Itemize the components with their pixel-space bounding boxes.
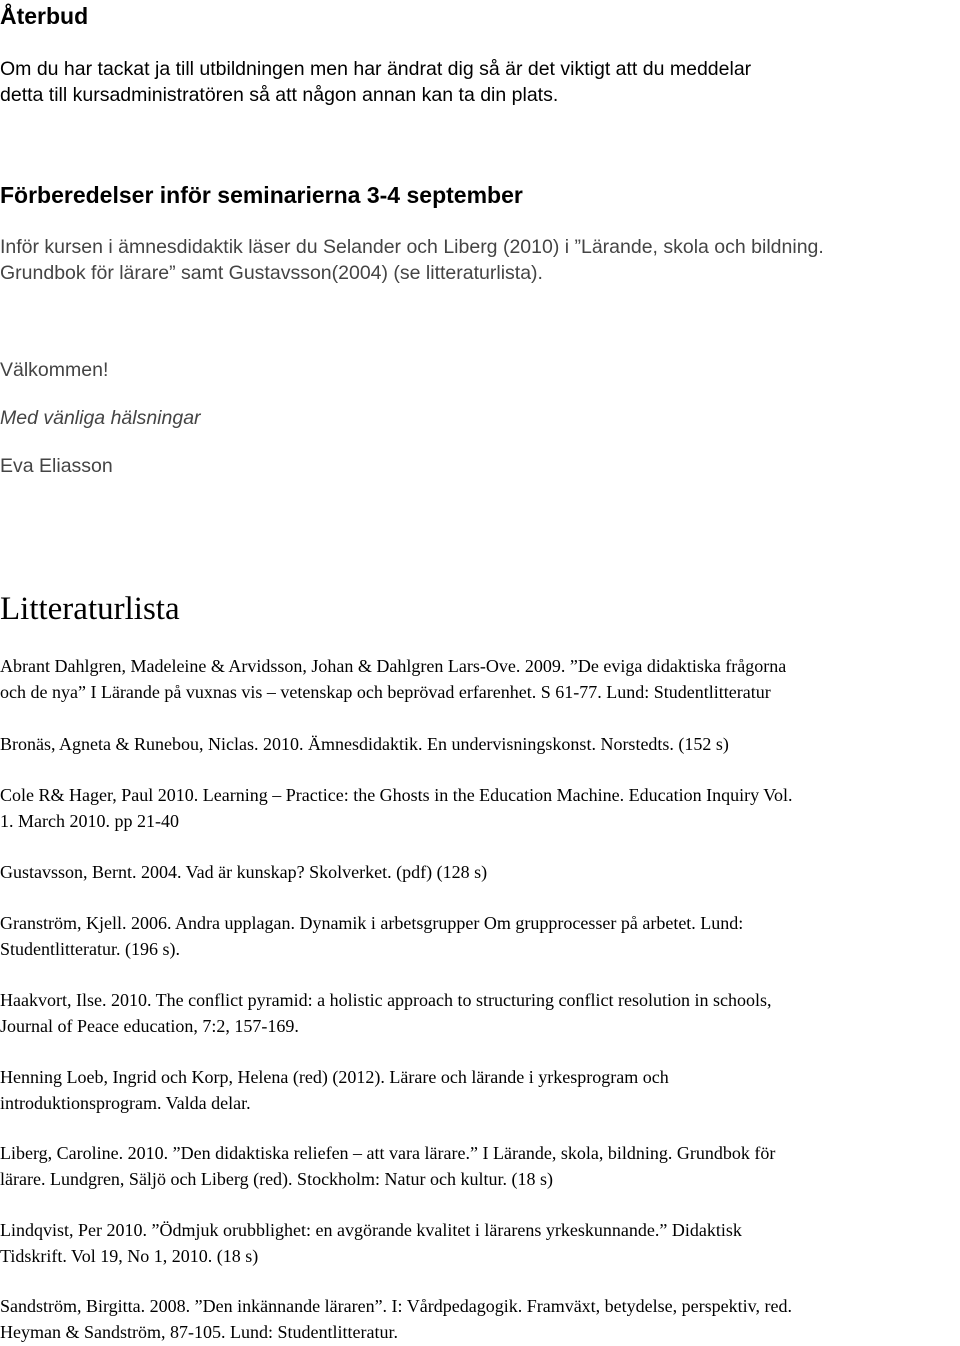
aterbud-text-line-1: Om du har tackat ja till utbildningen men har ändrat dig så är det viktigt att du meddelar <box>0 58 752 80</box>
reference-line: Heyman & Sandström, 87-105. Lund: Studentlitteratur. <box>0 1322 398 1342</box>
reference-line: Bronäs, Agneta & Runebou, Niclas. 2010. Ämnesdidaktik. En undervisningskonst. Norstedts. (152 s) <box>0 734 729 754</box>
reference-line: Sandström, Birgitta. 2008. ”Den inkännande läraren”. I: Vårdpedagogik. Framväxt, betydelse, perspektiv, red. <box>0 1296 792 1316</box>
reference-line: lärare. Lundgren, Säljö och Liberg (red). Stockholm: Natur och kultur. (18 s) <box>0 1169 554 1189</box>
signature-text: Eva Eliasson <box>0 455 113 477</box>
reference-line: Granström, Kjell. 2006. Andra upplagan. Dynamik i arbetsgrupper Om grupprocesser på arbetet. Lund: <box>0 913 744 933</box>
reference-line: Studentlitteratur. (196 s). <box>0 939 180 959</box>
reference-line: Liberg, Caroline. 2010. ”Den didaktiska reliefen – att vara lärare.” I Lärande, skola, bildning. Grundbok för <box>0 1143 776 1163</box>
reference-line: Cole R& Hager, Paul 2010. Learning – Practice: the Ghosts in the Education Machine. Education Inquiry Vol. <box>0 785 793 805</box>
forberedelser-heading: Förberedelser inför seminarierna 3-4 september <box>0 182 523 208</box>
forberedelser-text-line-1: Inför kursen i ämnesdidaktik läser du Selander och Liberg (2010) i ”Lärande, skola och bildning. <box>0 236 824 258</box>
forberedelser-text-line-2: Grundbok för lärare” samt Gustavsson(2004) (se litteraturlista). <box>0 262 543 284</box>
reference-line: 1. March 2010. pp 21-40 <box>0 811 179 831</box>
reference-line: Haakvort, Ilse. 2010. The conflict pyramid: a holistic approach to structuring conflict resolution in schools, <box>0 990 772 1010</box>
reference-line: Gustavsson, Bernt. 2004. Vad är kunskap? Skolverket. (pdf) (128 s) <box>0 862 488 882</box>
regards-text: Med vänliga hälsningar <box>0 407 201 429</box>
reference-line: Lindqvist, Per 2010. ”Ödmjuk orubblighet: en avgörande kvalitet i lärarens yrkeskunnande.” Didaktisk <box>0 1220 742 1240</box>
reference-line: och de nya” I Lärande på vuxnas vis – vetenskap och beprövad erfarenhet. S 61-77. Lund: Studentlitteratur <box>0 682 771 702</box>
reference-line: Henning Loeb, Ingrid och Korp, Helena (red) (2012). Lärare och lärande i yrkesprogram och <box>0 1067 669 1087</box>
reference-line: Journal of Peace education, 7:2, 157-169. <box>0 1016 299 1036</box>
reference-line: Abrant Dahlgren, Madeleine & Arvidsson, Johan & Dahlgren Lars-Ove. 2009. ”De eviga didaktiska frågorna <box>0 656 787 676</box>
aterbud-text-line-2: detta till kursadministratören så att någon annan kan ta din plats. <box>0 84 559 106</box>
reference-line: Tidskrift. Vol 19, No 1, 2010. (18 s) <box>0 1246 259 1266</box>
litteraturlista-heading: Litteraturlista <box>0 591 180 627</box>
reference-line: introduktionsprogram. Valda delar. <box>0 1093 251 1113</box>
aterbud-heading: Återbud <box>0 3 89 29</box>
welcome-text: Välkommen! <box>0 359 109 381</box>
